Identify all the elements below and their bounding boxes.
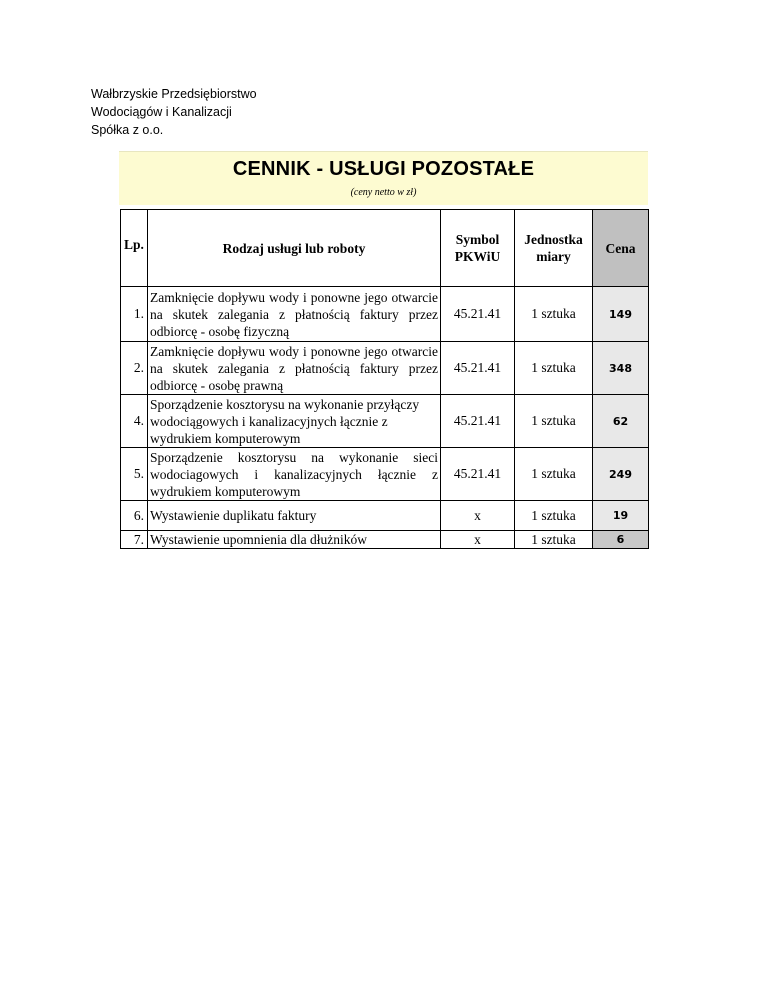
company-name-block bbox=[91, 85, 257, 139]
row-lp: 7. bbox=[121, 531, 148, 549]
header-symbol: Symbol PKWiU bbox=[441, 210, 515, 287]
table-row bbox=[121, 287, 649, 342]
row-unit: 1 sztuka bbox=[515, 448, 593, 501]
row-unit: 1 sztuka bbox=[515, 501, 593, 531]
row-price: 19 bbox=[593, 501, 649, 531]
company-line-1: Wałbrzyskie Przedsiębiorstwo bbox=[91, 87, 257, 101]
header-description: Rodzaj usługi lub roboty bbox=[148, 210, 441, 287]
row-symbol: x bbox=[441, 501, 515, 531]
table-row bbox=[121, 395, 649, 448]
row-symbol: 45.21.41 bbox=[441, 448, 515, 501]
row-description: Wystawienie duplikatu faktury bbox=[148, 501, 441, 531]
row-symbol: 45.21.41 bbox=[441, 287, 515, 342]
document-title: CENNIK - USŁUGI POZOSTAŁE bbox=[232, 158, 535, 180]
row-price: 348 bbox=[593, 342, 649, 395]
row-description: Zamknięcie dopływu wody i ponowne jego otwarcie na skutek zalegania z płatnością faktury przez odbiorcę - osobę fizyczną bbox=[148, 287, 441, 342]
table-row bbox=[121, 501, 649, 531]
row-price: 62 bbox=[593, 395, 649, 448]
table-row bbox=[121, 448, 649, 501]
row-unit: 1 sztuka bbox=[515, 531, 593, 549]
row-description: Sporządzenie kosztorysu na wykonanie sieci wodociagowych i kanalizacyjnych łącznie z wydrukiem komputerowym bbox=[148, 448, 441, 501]
row-description: Zamknięcie dopływu wody i ponowne jego otwarcie na skutek zalegania z płatnością faktury przez odbiorcę - osobę prawną bbox=[148, 342, 441, 395]
table-header-row bbox=[121, 210, 649, 287]
row-unit: 1 sztuka bbox=[515, 395, 593, 448]
row-lp: 4. bbox=[121, 395, 148, 448]
header-unit: Jednostka miary bbox=[515, 210, 593, 287]
row-symbol: x bbox=[441, 531, 515, 549]
row-lp: 2. bbox=[121, 342, 148, 395]
table-row bbox=[121, 342, 649, 395]
row-lp: 6. bbox=[121, 501, 148, 531]
header-price: Cena bbox=[593, 210, 649, 287]
row-price: 149 bbox=[593, 287, 649, 342]
row-price: 249 bbox=[593, 448, 649, 501]
row-unit: 1 sztuka bbox=[515, 342, 593, 395]
row-description: Wystawienie upomnienia dla dłużników bbox=[148, 531, 441, 549]
price-table bbox=[120, 209, 649, 549]
row-symbol: 45.21.41 bbox=[441, 342, 515, 395]
row-lp: 1. bbox=[121, 287, 148, 342]
document-subtitle: (ceny netto w zł) bbox=[350, 187, 417, 198]
title-banner bbox=[119, 151, 648, 205]
row-unit: 1 sztuka bbox=[515, 287, 593, 342]
table-row bbox=[121, 531, 649, 549]
row-price: 6 bbox=[593, 531, 649, 549]
company-line-3: Spółka z o.o. bbox=[91, 123, 164, 137]
row-description: Sporządzenie kosztorysu na wykonanie przyłączy wodociągowych i kanalizacyjnych łącznie z wydrukiem komputerowym bbox=[148, 395, 441, 448]
company-line-2: Wodociągów i Kanalizacji bbox=[91, 105, 232, 119]
row-symbol: 45.21.41 bbox=[441, 395, 515, 448]
header-lp: Lp. bbox=[121, 210, 148, 287]
row-lp: 5. bbox=[121, 448, 148, 501]
